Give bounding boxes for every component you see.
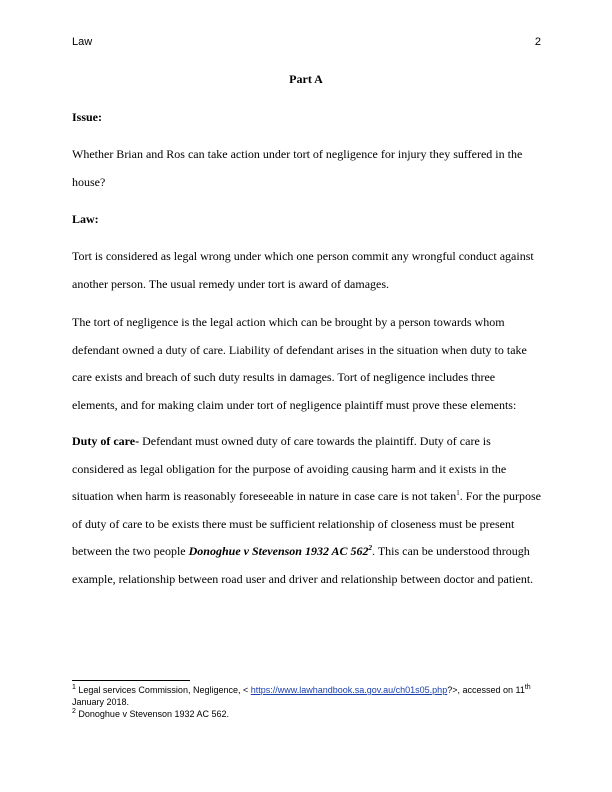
duty-of-care-label: Duty of care- bbox=[72, 434, 140, 448]
footnote-ref-1[interactable]: 1 bbox=[456, 489, 460, 498]
footnote-1 bbox=[72, 684, 542, 708]
issue-heading: Issue: bbox=[72, 110, 103, 124]
duty-text-c: . This can be understood through example, relationship between road user and driver and relationship between doctor and patient. bbox=[72, 544, 534, 586]
footnote-1-link[interactable]: https://www.lawhandbook.sa.gov.au/ch01s05.php bbox=[250, 685, 448, 695]
footnote-1-ordinal: th bbox=[524, 684, 531, 691]
running-header: Law bbox=[72, 36, 93, 48]
footnote-separator bbox=[72, 680, 190, 681]
section-title: Part A bbox=[289, 72, 323, 86]
footnote-1-post: January 2018. bbox=[72, 697, 130, 707]
duty-text-a: Defendant must owned duty of care towards the plaintiff. Duty of care is considered as legal obligation for the purpose of avoiding causing harm and it exists in the situation when harm is reasonably foreseeable in nature in case care is not taken bbox=[72, 434, 507, 504]
issue-paragraph: Whether Brian and Ros can take action under tort of negligence for injury they suffered in the house? bbox=[72, 147, 523, 189]
footnotes bbox=[72, 684, 542, 720]
footnote-2 bbox=[72, 708, 542, 720]
footnote-1-pre: Legal services Commission, Negligence, < bbox=[75, 685, 251, 695]
footnote-1-marker: 1 bbox=[72, 684, 76, 691]
law-heading: Law: bbox=[72, 212, 99, 226]
law-paragraph-2: The tort of negligence is the legal action which can be brought by a person towards whom defendant owned a duty of care. Liability of defendant arises in the situation when duty to take care exists and breach of such duty results in damages. Tort of negligence includes three elements, and for making claim under tort of negligence plaintiff must prove these elements: bbox=[72, 315, 527, 412]
page-number: 2 bbox=[534, 36, 541, 48]
footnote-2-text: Donoghue v Stevenson 1932 AC 562. bbox=[75, 709, 230, 719]
duty-of-care-paragraph bbox=[72, 428, 542, 594]
duty-text-b: . For the purpose of duty of care to be exists there must be sufficient relationship of closeness must be present between the two people bbox=[72, 489, 542, 559]
footnote-ref-2[interactable]: 2 bbox=[368, 544, 373, 553]
law-paragraph-1: Tort is considered as legal wrong under which one person commit any wrongful conduct against another person. The usual remedy under tort is award of damages. bbox=[72, 249, 534, 291]
footnote-2-marker: 2 bbox=[72, 708, 76, 715]
case-citation: Donoghue v Stevenson 1932 AC 562 bbox=[188, 544, 369, 559]
footnote-1-mid: ?>, accessed on 11 bbox=[447, 685, 525, 695]
